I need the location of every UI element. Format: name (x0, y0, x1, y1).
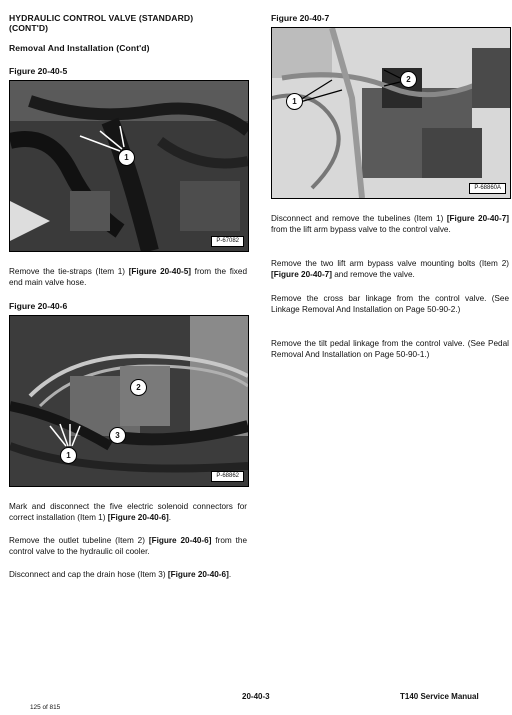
paragraph-solenoid-connectors: Mark and disconnect the five electric solenoid connectors for correct installation (Item 1) [Figure 20-40-6]. (9, 502, 247, 523)
callout-2: 2 (400, 71, 417, 88)
page-counter: 125 of 815 (30, 704, 61, 711)
figure-label-5: Figure 20-40-5 (9, 66, 68, 76)
figure-photo-5 (9, 80, 249, 252)
figure-reference: [Figure 20-40-6] (107, 513, 169, 523)
callout-2: 2 (130, 379, 147, 396)
page-number: 20-40-3 (242, 692, 270, 701)
figure-reference: [Figure 20-40-7] (271, 270, 332, 280)
paragraph-tilt-pedal-linkage: Remove the tilt pedal linkage from the control valve. (See Pedal Removal And Installation on Page 50-90-1.) (271, 339, 509, 360)
control-valve-photo (10, 316, 248, 486)
callout-1: 1 (118, 149, 135, 166)
callout-3: 3 (109, 427, 126, 444)
page-title-line2: (CONT'D) (9, 23, 49, 33)
bypass-valve-photo (272, 28, 510, 198)
page-title-line1: HYDRAULIC CONTROL VALVE (STANDARD) (9, 13, 194, 23)
figure-label-7: Figure 20-40-7 (271, 13, 330, 23)
paragraph-tie-straps: Remove the tie-straps (Item 1) [Figure 20-40-5] from the fixed end main valve hose. (9, 267, 248, 288)
photo-reference-tag: P-68860A (469, 183, 506, 194)
figure-label-6: Figure 20-40-6 (9, 301, 68, 311)
figure-photo-7 (271, 27, 511, 199)
figure-photo-6 (9, 315, 249, 487)
section-subtitle: Removal And Installation (Cont'd) (9, 43, 150, 53)
figure-reference: [Figure 20-40-6] (148, 536, 212, 545)
callout-1: 1 (286, 93, 303, 110)
paragraph-cross-bar-linkage: Remove the cross bar linkage from the control valve. (See Linkage Removal And Installation on Page 50-90-2.) (271, 294, 509, 315)
page-title (9, 13, 249, 33)
callout-1: 1 (60, 447, 77, 464)
photo-reference-tag: P-68862 (211, 471, 244, 482)
manual-title: T140 Service Manual (400, 692, 479, 701)
figure-reference: [Figure 20-40-7] (446, 214, 509, 223)
paragraph-tubelines: Disconnect and remove the tubelines (Item 1) [Figure 20-40-7] from the lift arm bypass valve to the control valve. (271, 214, 509, 235)
paragraph-drain-hose: Disconnect and cap the drain hose (Item 3) [Figure 20-40-6]. (9, 570, 232, 579)
photo-reference-tag: P-67082 (211, 236, 244, 247)
figure-reference: [Figure 20-40-6] (167, 570, 229, 579)
paragraph-outlet-tubeline: Remove the outlet tubeline (Item 2) [Figure 20-40-6] from the control valve to the hydraulic oil cooler. (9, 536, 247, 557)
paragraph-mounting-bolts: Remove the two lift arm bypass valve mounting bolts (Item 2) [Figure 20-40-7] and remove the valve. (271, 259, 509, 280)
figure-reference: [Figure 20-40-5] (128, 267, 192, 276)
engine-hoses-photo (10, 81, 248, 251)
